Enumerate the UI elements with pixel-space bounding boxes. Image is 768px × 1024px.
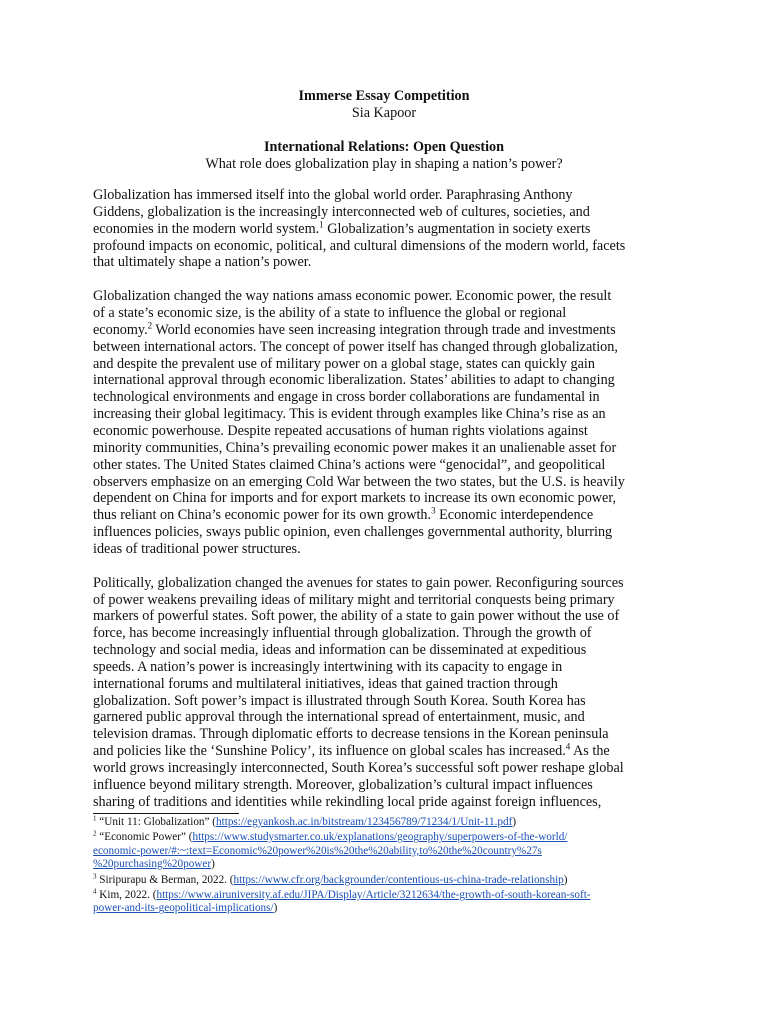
footnote-link[interactable]: %20purchasing%20power [93,858,212,871]
footnote-reference[interactable]: 2 [147,320,153,331]
footnote-3 [93,871,683,887]
text-line: international forums and multilateral initiatives, ideas that gained traction through [93,675,558,692]
footnote-link[interactable]: https://www.studysmarter.co.uk/explanations/geography/superpowers-of-the-world/ [192,831,568,844]
text-line: and despite the prevalent use of military power on a global stage, states can quickly gain [93,355,595,372]
essay-question: What role does globalization play in shaping a nation’s power? [205,156,563,172]
text-line: force, has become increasingly influential through globalization. Through the growth of [93,625,592,642]
text-line: speeds. A nation’s power is increasingly intertwining with its capacity to engage in [93,658,563,675]
footnote-reference[interactable]: 4 [565,741,571,752]
footnote-4 [93,889,683,916]
text-line: sharing of traditions and identities while rekindling local pride against foreign influences, [93,793,602,810]
paragraph [93,187,679,271]
footnote-1 [93,816,683,829]
text-line: of a state’s economic size, is the ability of a state to influence the global or regional [93,305,567,322]
text-line: ideas of traditional power structures. [93,540,301,557]
footnote-number: 3 [93,871,97,880]
footnote-link[interactable]: https://egyankosh.ac.in/bitstream/123456789/71234/1/Unit-11.pdf [216,816,513,828]
text-line: economic powerhouse. Despite repeated accusations of human rights violations against [93,422,588,439]
footnote-line: $^4$ Kim, 2022. (https://www.airuniversity.af.edu/JIPA/Display/Article/3212634/the-growth-of-south-korean-soft- [93,887,591,902]
text-line: Giddens, globalization is the increasingly interconnected web of cultures, societies, and [93,203,590,220]
text-line: economies in the modern world system.$^1$ Globalization’s augmentation in society exerts [93,218,591,237]
footnote-line: $^2$ “Economic Power” (https://www.studysmarter.co.uk/explanations/geography/superpowers-of-the-world/ [93,829,568,844]
text-line: markers of powerful states. Soft power, the ability of a state to gain power without the use of [93,608,620,625]
author-name: Sia Kapoor [351,105,417,121]
essay-body [93,187,679,811]
footnote-link[interactable]: https://www.cfr.org/backgrounder/contentious-us-china-trade-relationship [233,873,564,886]
paragraph [93,288,679,558]
footnote-link[interactable]: power-and-its-geopolitical-implications/ [93,902,274,915]
text-line: increasing their global legitimacy. This is evident through examples like China’s rise as an [93,406,606,423]
text-line: technology and social media, ideas and information can be disseminated at expeditious [93,642,587,659]
footnote-line: %20purchasing%20power) [93,858,215,871]
text-line: international approval through economic liberalization. States’ abilities to adapt to changing [93,372,615,389]
text-line: television dramas. Through diplomatic efforts to decrease tensions in the Korean peninsula [93,726,609,743]
text-line: Politically, globalization changed the avenues for states to gain power. Reconfiguring sources [93,574,624,591]
text-line: other states. The United States claimed China’s actions were “genocidal”, and geopolitical [93,456,606,473]
text-line: world grows increasingly interconnected, South Korea’s successful soft power reshape global [93,760,624,776]
paragraph [93,575,679,811]
text-line: between international actors. The concept of power itself has changed through globalization, [93,338,618,355]
footnote-link[interactable]: economic-power/#:~:text=Economic%20power%20is%20the%20ability,to%20the%20country%27s [93,844,542,857]
footnote-number: 1 [93,814,97,823]
text-line: and policies like the ‘Sunshine Policy’, its influence on global scales has increased.$^4$ As the [93,741,610,760]
text-line: influence beyond military strength. Moreover, globalization’s cultural impact influences [93,776,593,793]
text-line: Globalization has immersed itself into the global world order. Paraphrasing Anthony [93,187,573,203]
footnote-reference[interactable]: 3 [431,505,436,516]
footnote-line: $^1$ “Unit 11: Globalization” (https://egyankosh.ac.in/bitstream/123456789/71234/1/Unit-11.pdf) [93,814,517,828]
text-line: of power weakens prevailing ideas of military might and territorial conquests being primary [93,591,615,608]
text-line: technological environments and engage in cross border collaborations are fundamental in [93,389,600,406]
text-line: that ultimately shape a nation’s power. [93,254,312,271]
text-line: Globalization changed the way nations amass economic power. Economic power, the result [93,288,612,305]
text-line: observers emphasize on an emerging Cold War between the two states, but the U.S. is heavily [93,473,625,490]
competition-title: Immerse Essay Competition [298,88,470,104]
footnote-link[interactable]: https://www.airuniversity.af.edu/JIPA/Display/Article/3212634/the-growth-of-south-korean-soft- [156,889,591,902]
text-line: thus reliant on China’s economic power for its own growth.$^3$ Economic interdependence [93,505,594,524]
section-title: International Relations: Open Question [263,139,505,155]
text-line: economy.$^2$ World economies have seen increasing integration through trade and investments [93,320,616,338]
footnote-line [93,845,683,858]
essay-header [0,88,768,173]
footnote-separator [93,813,239,814]
text-line: minority communities, China’s prevailing economic power makes it an unalienable asset for [93,439,617,456]
footnote-line: power-and-its-geopolitical-implications/) [93,902,278,915]
footnote-reference[interactable]: 1 [319,218,324,229]
footnote-2 [93,831,683,871]
text-line: dependent on China for imports and for export markets to increase its own economic power, [93,490,617,507]
footnote-number: 2 [93,829,97,838]
text-line: garnered public approval through the international spread of entertainment, music, and [93,709,585,726]
footnotes [93,816,683,916]
footnote-number: 4 [93,887,97,896]
footnote-line: $^3$ Siripurapu & Berman, 2022. (https://www.cfr.org/backgrounder/contentious-us-china-trade-relationship) [93,871,568,886]
text-line: globalization. Soft power’s impact is illustrated through South Korea. South Korea has [93,692,586,709]
text-line: influences policies, sways public opinion, even challenges governmental authority, blurring [93,524,613,541]
text-line: profound impacts on economic, political, and cultural dimensions of the modern world, facets [93,237,626,254]
